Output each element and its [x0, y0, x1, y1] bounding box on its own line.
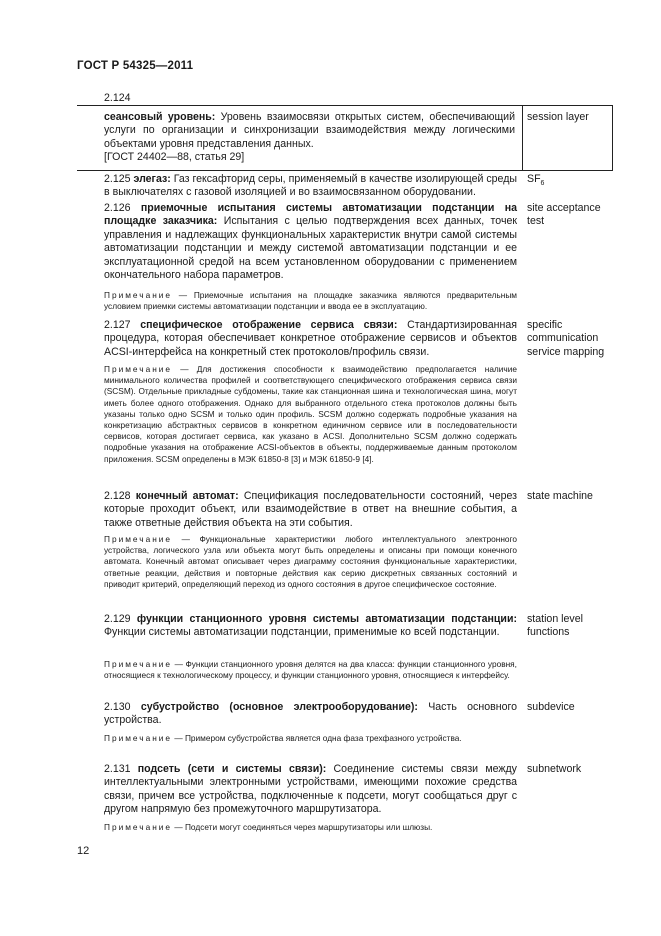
note-label: Примечание — [104, 534, 173, 544]
definition: Спецификация последовательности состояний, через которые проходит объект, или взаимодействие в ответ на внешние события, а также ответные действия объекта на эти события. — [104, 490, 517, 529]
note-label: Примечание — [104, 364, 173, 374]
english-term: state machine — [527, 490, 593, 502]
definition: Соединение системы связи между интеллектуальными электронными устройствами, имеющими похожие средства связи, причем все устройства, подключенные к подсети, могут сообщаться друг с другом напрямую без промежуточного маршрутизатора. — [104, 763, 517, 816]
english-term: site acceptance test — [527, 202, 601, 228]
definition-text — [77, 701, 517, 728]
note-text: Функциональные характеристики любого интеллектуального электронного устройства, логического узла или объекта могут быть определены и описаны при помощи конечного автомата. Конечный автомат описывает через диаграмму состояния функциональные характеристики, ответные реакции, действия и повторные действия как серию дискретных связанных состояний и приводит критерий, определяющий переход из одного состояния в другое специфическое состояние. — [104, 534, 517, 589]
definition-text — [77, 173, 517, 200]
term: сеансовый уровень: — [104, 111, 216, 123]
english-term: session layer — [527, 111, 589, 123]
term: подсеть (сети и системы связи): — [137, 763, 327, 775]
entry-number: 2.127 — [104, 319, 131, 331]
note: Примечание — Для достижения способности к взаимодействию предполагается наличие минимального количества профилей и соответствующего специфического отображения сервиса связи (SCSM). Отдельные прикладные субдомены, такие как станционная шина и технологическая шина, могут иметь более одного отображения. Однако для выбранного отдельного стека протоколов должны быть указаны только одно SCSM и только один профиль. SCSM должно содержать подробные указания на конкретизацию абстрактных сервисов в конкретном единичном сервисе или в последовательности сервисов, которая достигает сервиса, как указано в ACSI. Дополнительно SCSM должно содержать подробные указания на отображение ACSI-объектов в объекты, поддерживаемые данным протоколом приложения. SCSM определены в МЭК 61850-8 [3] и МЭК 61850-9 [4]. — [104, 364, 517, 464]
page-header: ГОСТ Р 54325—2011 — [77, 60, 194, 72]
entry-number: 2.126 — [104, 202, 131, 214]
definition: Стандартизированная процедура, которая обеспечивает конкретное отображение сервисов и объектов ACSI-интерфейса на конкретный стек протоколов/профиль связи. — [104, 319, 517, 358]
term: специфическое отображение сервиса связи: — [140, 319, 398, 331]
note-text: Примером субустройства является одна фаза трехфазного устройства. — [184, 733, 462, 743]
entry-number: 2.130 — [104, 701, 131, 713]
page-number: 12 — [77, 845, 90, 857]
definition-text — [77, 613, 517, 640]
definition-text — [77, 202, 517, 282]
definition-text — [77, 319, 517, 359]
note: Примечание — Функциональные характеристики любого интеллектуального электронного устройства, логического узла или объекта могут быть определены и описаны при помощи конечного автомата. Конечный автомат описывает через диаграмму состояния функциональные характеристики, ответные реакции, действия и повторные действия как серию дискретных связанных состояний и приводит критерий, определяющий переход из одного состояния в другое специфическое состояние. — [104, 534, 517, 589]
entry-number: 2.124 — [104, 92, 131, 104]
definition-text — [77, 763, 517, 817]
note: Примечание — Функции станционного уровня делятся на два класса: функции станционного уровня, относящиеся к технологическому процессу, и функции станционного уровня, относящиеся к интерфейсу. — [104, 659, 517, 681]
entry-number: 2.128 — [104, 490, 131, 502]
note-label: Примечание — [104, 659, 173, 669]
note: Примечание — Примером субустройства является одна фаза трехфазного устройства. — [104, 733, 462, 743]
column-divider — [522, 106, 523, 170]
english-term: specific communication service mapping — [527, 319, 605, 358]
term: функции станционного уровня системы автоматизации подстанции: — [136, 613, 517, 625]
term: конечный автомат: — [135, 490, 239, 502]
definition: Часть основного устройства. — [104, 701, 517, 727]
definition: Уровень взаимосвязи открытых систем, обеспечивающий услуги по организации и синхронизации взаимодействия между логическими объектами уровня представления данных. — [104, 111, 515, 150]
definition: Функции системы автоматизации подстанции, применимые ко всей подстанции. — [104, 626, 500, 639]
note-label: Примечание — [104, 290, 173, 300]
english-term: subdevice — [527, 701, 575, 713]
note-text: Для достижения способности к взаимодействию предполагается наличие минимального количества профилей и соответствующего специфического отображения сервиса связи (SCSM). Отдельные прикладные субдомены, такие как станционная шина и технологическая шина, могут иметь более одного отображения. Однако для выбранного отдельного стека протоколов должны быть указаны только одно SCSM и только один профиль. SCSM должно содержать подробные указания на конкретизацию абстрактных сервисов в конкретном единичном сервисе или в последовательности сервисов, которая достигает сервиса, как указано в ACSI. Дополнительно SCSM должно содержать подробные указания на отображение ACSI-объектов в объекты, поддерживаемые данным протоколом приложения. SCSM определены в МЭК 61850-8 [3] и МЭК 61850-9 [4]. — [104, 364, 517, 464]
english-term: station level functions — [527, 613, 583, 639]
entry-number: 2.131 — [104, 763, 131, 775]
definition-text — [77, 111, 515, 165]
definition: Испытания с целью подтверждения всех данных, точек управления и надлежащих функциональных характеристик внутри самой системы автоматизации подстанции и между системой автоматизации подстанции и ее эксплуатационной средой на всем установленном оборудовании с применением окончательного набора параметров. — [104, 215, 517, 282]
english-term: subnetwork — [527, 763, 582, 775]
note-label: Примечание — [104, 822, 173, 832]
english-term: $SF_6$ — [527, 173, 545, 188]
definition: Газ гексафторид серы, применяемый в качестве изолирующей среды в выключателях с газовой изоляцией и во взаимосвязанном оборудовании. — [104, 173, 518, 199]
term: элегаз: — [133, 173, 171, 185]
note-text: Функции станционного уровня делятся на два класса: функции станционного уровня, относящиеся к технологическому процессу, и функции станционного уровня, относящиеся к интерфейсу. — [104, 659, 517, 681]
term: приемочные испытания системы автоматизации подстанции на площадке заказчика: — [104, 202, 517, 228]
entry-number: 2.125 — [104, 173, 131, 185]
note-text: Приемочные испытания на площадке заказчика являются предварительным условием приемки системы автоматизации подстанции и ввода ее в эксплуатацию. — [104, 290, 517, 312]
note: Примечание — Приемочные испытания на площадке заказчика являются предварительным условием приемки системы автоматизации подстанции и ввода ее в эксплуатацию. — [104, 290, 517, 312]
reference: [ГОСТ 24402—88, статья 29] — [104, 151, 245, 164]
note: Примечание — Подсети могут соединяться через маршрутизаторы или шлюзы. — [104, 822, 433, 832]
entry-number: 2.129 — [104, 613, 131, 625]
term: субустройство (основное электрооборудование): — [140, 701, 418, 713]
note-text: Подсети могут соединяться через маршрутизаторы или шлюзы. — [184, 822, 433, 832]
note-label: Примечание — [104, 733, 173, 743]
definition-text — [77, 490, 517, 530]
